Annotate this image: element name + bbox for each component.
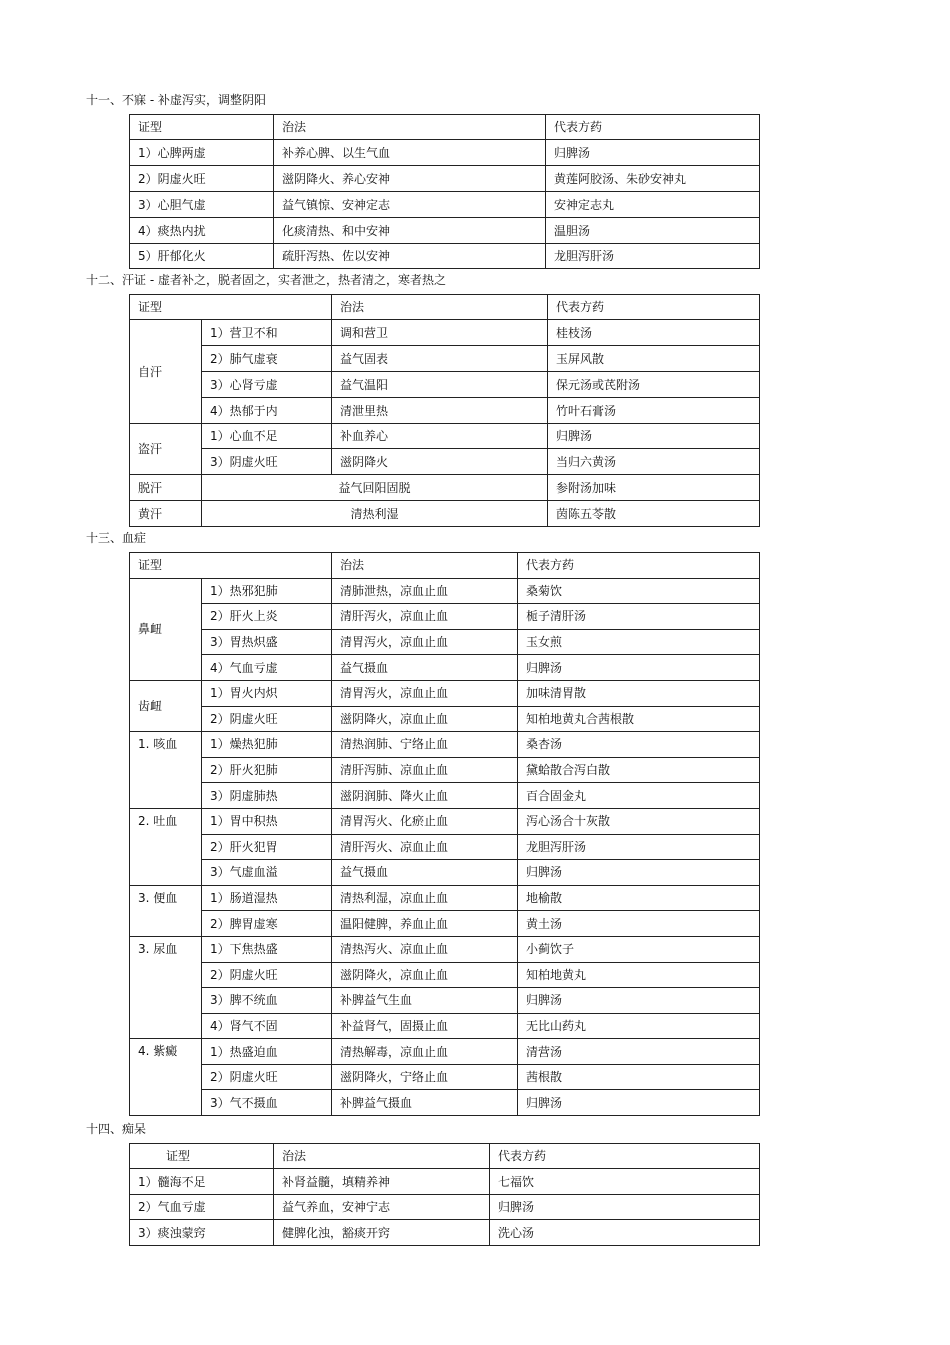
syndrome-cell: 2）脾胃虚寒 bbox=[202, 911, 332, 937]
table-header-row bbox=[130, 295, 760, 320]
section-14-heading: 十四、痴呆 bbox=[86, 1122, 147, 1136]
formula-cell: 清营汤 bbox=[518, 1039, 760, 1065]
group-label: 1. 咳血 bbox=[130, 732, 202, 809]
formula-cell: 玉屏风散 bbox=[548, 346, 760, 372]
table-row bbox=[130, 424, 760, 449]
formula-cell: 地榆散 bbox=[518, 885, 760, 911]
table-row bbox=[130, 1039, 760, 1065]
syndrome-cell: 3）阴虚火旺 bbox=[202, 449, 332, 475]
formula-cell: 竹叶石膏汤 bbox=[548, 398, 760, 424]
table-row bbox=[130, 808, 760, 834]
method-cell: 疏肝泻热、佐以安神 bbox=[274, 244, 546, 269]
syndrome-cell: 1）髓海不足 bbox=[130, 1169, 274, 1195]
formula-cell: 安神定志丸 bbox=[546, 192, 760, 218]
formula-cell: 知柏地黄丸合茜根散 bbox=[518, 706, 760, 732]
header-cell: 治法 bbox=[274, 115, 546, 140]
syndrome-cell: 1）胃火内炽 bbox=[202, 680, 332, 706]
method-cell: 温阳健脾，养血止血 bbox=[332, 911, 518, 937]
section-14-table bbox=[129, 1143, 760, 1246]
method-cell: 滋阴降火，宁络止血 bbox=[332, 1064, 518, 1090]
syndrome-cell: 5）肝郁化火 bbox=[130, 244, 274, 269]
formula-cell: 参附汤加味 bbox=[548, 475, 760, 501]
formula-cell: 归脾汤 bbox=[546, 140, 760, 166]
method-cell: 益气温阳 bbox=[332, 372, 548, 398]
method-cell: 益气固表 bbox=[332, 346, 548, 372]
method-cell: 健脾化浊，豁痰开窍 bbox=[274, 1220, 490, 1246]
table-row bbox=[130, 1195, 760, 1220]
syndrome-cell: 1）下焦热盛 bbox=[202, 936, 332, 962]
formula-cell: 加味清胃散 bbox=[518, 680, 760, 706]
syndrome-cell: 2）肝火上炎 bbox=[202, 604, 332, 630]
header-cell: 代表方药 bbox=[518, 553, 760, 579]
table-row bbox=[130, 1013, 760, 1039]
method-cell: 清胃泻火，凉血止血 bbox=[332, 629, 518, 655]
header-cell: 代表方药 bbox=[548, 295, 760, 320]
table-row bbox=[130, 475, 760, 501]
header-cell: 证型 bbox=[130, 295, 332, 320]
method-cell: 清热润肺、宁络止血 bbox=[332, 732, 518, 758]
formula-cell: 玉女煎 bbox=[518, 629, 760, 655]
formula-cell: 黄莲阿胶汤、朱砂安神丸 bbox=[546, 166, 760, 192]
syndrome-cell: 4）热郁于内 bbox=[202, 398, 332, 424]
method-cell: 补肾益髓，填精养神 bbox=[274, 1169, 490, 1195]
method-cell: 滋阴降火，凉血止血 bbox=[332, 962, 518, 988]
table-row bbox=[130, 783, 760, 809]
table-row bbox=[130, 218, 760, 244]
formula-cell: 百合固金丸 bbox=[518, 783, 760, 809]
table-row bbox=[130, 834, 760, 860]
table-row bbox=[130, 732, 760, 758]
method-cell: 清热解毒，凉血止血 bbox=[332, 1039, 518, 1065]
syndrome-cell: 2）肺气虚衰 bbox=[202, 346, 332, 372]
table-row bbox=[130, 860, 760, 886]
syndrome-cell: 1）心血不足 bbox=[202, 424, 332, 449]
table-row bbox=[130, 706, 760, 732]
formula-cell: 茜根散 bbox=[518, 1064, 760, 1090]
group-label-tuohan: 脱汗 bbox=[130, 475, 202, 501]
formula-cell: 归脾汤 bbox=[518, 1090, 760, 1116]
section-13-heading: 十三、血症 bbox=[86, 531, 147, 545]
syndrome-cell: 3）脾不统血 bbox=[202, 988, 332, 1014]
table-row bbox=[130, 449, 760, 475]
table-row bbox=[130, 244, 760, 269]
table-header-row bbox=[130, 553, 760, 579]
table-row bbox=[130, 988, 760, 1014]
method-cell: 补血养心 bbox=[332, 424, 548, 449]
table-row bbox=[130, 629, 760, 655]
syndrome-cell: 1）热盛迫血 bbox=[202, 1039, 332, 1065]
group-label: 齿衄 bbox=[130, 680, 202, 731]
method-cell: 补脾益气摄血 bbox=[332, 1090, 518, 1116]
formula-cell: 小蓟饮子 bbox=[518, 936, 760, 962]
method-cell: 清泄里热 bbox=[332, 398, 548, 424]
table-row bbox=[130, 1169, 760, 1195]
method-cell: 清肝泻火、凉血止血 bbox=[332, 834, 518, 860]
table-row bbox=[130, 757, 760, 783]
method-cell: 益气回阳固脱 bbox=[202, 475, 548, 501]
syndrome-cell: 3）胃热炽盛 bbox=[202, 629, 332, 655]
formula-cell: 桂枝汤 bbox=[548, 320, 760, 346]
table-row bbox=[130, 320, 760, 346]
syndrome-cell: 1）胃中积热 bbox=[202, 808, 332, 834]
method-cell: 清热利湿 bbox=[202, 501, 548, 527]
syndrome-cell: 2）阴虚火旺 bbox=[130, 166, 274, 192]
syndrome-cell: 3）气不摄血 bbox=[202, 1090, 332, 1116]
section-11-heading: 十一、不寐 - 补虚泻实，调整阴阳 bbox=[86, 93, 266, 107]
group-label: 鼻衄 bbox=[130, 578, 202, 680]
method-cell: 调和营卫 bbox=[332, 320, 548, 346]
method-cell: 补脾益气生血 bbox=[332, 988, 518, 1014]
syndrome-cell: 2）阴虚火旺 bbox=[202, 962, 332, 988]
method-cell: 滋阴降火、养心安神 bbox=[274, 166, 546, 192]
method-cell: 清肝泻肺、凉血止血 bbox=[332, 757, 518, 783]
method-cell: 益气养血，安神宁志 bbox=[274, 1195, 490, 1220]
syndrome-cell: 1）热邪犯肺 bbox=[202, 578, 332, 604]
section-12-heading: 十二、汗证 - 虚者补之，脱者固之，实者泄之，热者清之，寒者热之 bbox=[86, 273, 446, 287]
table-row bbox=[130, 372, 760, 398]
table-header-row bbox=[130, 1144, 760, 1169]
method-cell: 滋阴降火 bbox=[332, 449, 548, 475]
section-11-table bbox=[129, 114, 760, 269]
method-cell: 清胃泻火、化瘀止血 bbox=[332, 808, 518, 834]
table-row bbox=[130, 604, 760, 630]
table-row bbox=[130, 1090, 760, 1116]
table-row bbox=[130, 501, 760, 527]
group-label: 2. 吐血 bbox=[130, 808, 202, 885]
formula-cell: 当归六黄汤 bbox=[548, 449, 760, 475]
syndrome-cell: 4）肾气不固 bbox=[202, 1013, 332, 1039]
table-row bbox=[130, 962, 760, 988]
syndrome-cell: 2）阴虚火旺 bbox=[202, 706, 332, 732]
syndrome-cell: 2）肝火犯肺 bbox=[202, 757, 332, 783]
header-cell: 代表方药 bbox=[490, 1144, 760, 1169]
syndrome-cell: 1）营卫不和 bbox=[202, 320, 332, 346]
syndrome-cell: 1）肠道湿热 bbox=[202, 885, 332, 911]
group-label-daohan: 盗汗 bbox=[130, 424, 202, 475]
formula-cell: 栀子清肝汤 bbox=[518, 604, 760, 630]
method-cell: 滋阴降火，凉血止血 bbox=[332, 706, 518, 732]
formula-cell: 茵陈五苓散 bbox=[548, 501, 760, 527]
table-row bbox=[130, 578, 760, 604]
syndrome-cell: 3）阴虚肺热 bbox=[202, 783, 332, 809]
table-row bbox=[130, 680, 760, 706]
syndrome-cell: 2）气血亏虚 bbox=[130, 1195, 274, 1220]
header-cell: 证型 bbox=[130, 553, 332, 579]
group-label: 3. 便血 bbox=[130, 885, 202, 936]
method-cell: 清肺泄热，凉血止血 bbox=[332, 578, 518, 604]
table-row bbox=[130, 1064, 760, 1090]
formula-cell: 归脾汤 bbox=[490, 1195, 760, 1220]
formula-cell: 黄土汤 bbox=[518, 911, 760, 937]
syndrome-cell: 4）气血亏虚 bbox=[202, 655, 332, 681]
table-row bbox=[130, 166, 760, 192]
group-label: 3. 尿血 bbox=[130, 936, 202, 1038]
method-cell: 滋阴润肺、降火止血 bbox=[332, 783, 518, 809]
syndrome-cell: 1）心脾两虚 bbox=[130, 140, 274, 166]
header-cell: 治法 bbox=[332, 295, 548, 320]
formula-cell: 归脾汤 bbox=[548, 424, 760, 449]
syndrome-cell: 3）气虚血溢 bbox=[202, 860, 332, 886]
formula-cell: 保元汤或芪附汤 bbox=[548, 372, 760, 398]
method-cell: 益气镇惊、安神定志 bbox=[274, 192, 546, 218]
formula-cell: 归脾汤 bbox=[518, 988, 760, 1014]
group-label-huanghan: 黄汗 bbox=[130, 501, 202, 527]
method-cell: 清热利湿，凉血止血 bbox=[332, 885, 518, 911]
syndrome-cell: 3）心肾亏虚 bbox=[202, 372, 332, 398]
header-cell: 证型 bbox=[130, 1144, 274, 1169]
syndrome-cell: 1）燥热犯肺 bbox=[202, 732, 332, 758]
formula-cell: 无比山药丸 bbox=[518, 1013, 760, 1039]
header-cell: 治法 bbox=[332, 553, 518, 579]
formula-cell: 归脾汤 bbox=[518, 655, 760, 681]
syndrome-cell: 4）痰热内扰 bbox=[130, 218, 274, 244]
group-label: 4. 紫癜 bbox=[130, 1039, 202, 1116]
table-row bbox=[130, 192, 760, 218]
table-header-row bbox=[130, 115, 760, 140]
formula-cell: 桑菊饮 bbox=[518, 578, 760, 604]
table-row bbox=[130, 140, 760, 166]
table-row bbox=[130, 655, 760, 681]
syndrome-cell: 2）肝火犯胃 bbox=[202, 834, 332, 860]
table-row bbox=[130, 346, 760, 372]
table-row bbox=[130, 885, 760, 911]
formula-cell: 归脾汤 bbox=[518, 860, 760, 886]
section-13-table bbox=[129, 552, 760, 1116]
formula-cell: 洗心汤 bbox=[490, 1220, 760, 1246]
formula-cell: 知柏地黄丸 bbox=[518, 962, 760, 988]
method-cell: 益气摄血 bbox=[332, 655, 518, 681]
formula-cell: 泻心汤合十灰散 bbox=[518, 808, 760, 834]
table-row bbox=[130, 936, 760, 962]
formula-cell: 龙胆泻肝汤 bbox=[546, 244, 760, 269]
formula-cell: 黛蛤散合泻白散 bbox=[518, 757, 760, 783]
header-cell: 治法 bbox=[274, 1144, 490, 1169]
method-cell: 化痰清热、和中安神 bbox=[274, 218, 546, 244]
table-row bbox=[130, 911, 760, 937]
method-cell: 清胃泻火，凉血止血 bbox=[332, 680, 518, 706]
table-row bbox=[130, 1220, 760, 1246]
method-cell: 益气摄血 bbox=[332, 860, 518, 886]
header-cell: 代表方药 bbox=[546, 115, 760, 140]
group-label-zihan: 自汗 bbox=[130, 320, 202, 424]
table-row bbox=[130, 398, 760, 424]
method-cell: 补养心脾、以生气血 bbox=[274, 140, 546, 166]
method-cell: 补益肾气，固摄止血 bbox=[332, 1013, 518, 1039]
formula-cell: 七福饮 bbox=[490, 1169, 760, 1195]
syndrome-cell: 3）心胆气虚 bbox=[130, 192, 274, 218]
syndrome-cell: 2）阴虚火旺 bbox=[202, 1064, 332, 1090]
formula-cell: 温胆汤 bbox=[546, 218, 760, 244]
section-12-table bbox=[129, 294, 760, 527]
header-cell: 证型 bbox=[130, 115, 274, 140]
method-cell: 清热泻火、凉血止血 bbox=[332, 936, 518, 962]
syndrome-cell: 3）痰浊蒙窍 bbox=[130, 1220, 274, 1246]
formula-cell: 桑杏汤 bbox=[518, 732, 760, 758]
method-cell: 清肝泻火，凉血止血 bbox=[332, 604, 518, 630]
formula-cell: 龙胆泻肝汤 bbox=[518, 834, 760, 860]
